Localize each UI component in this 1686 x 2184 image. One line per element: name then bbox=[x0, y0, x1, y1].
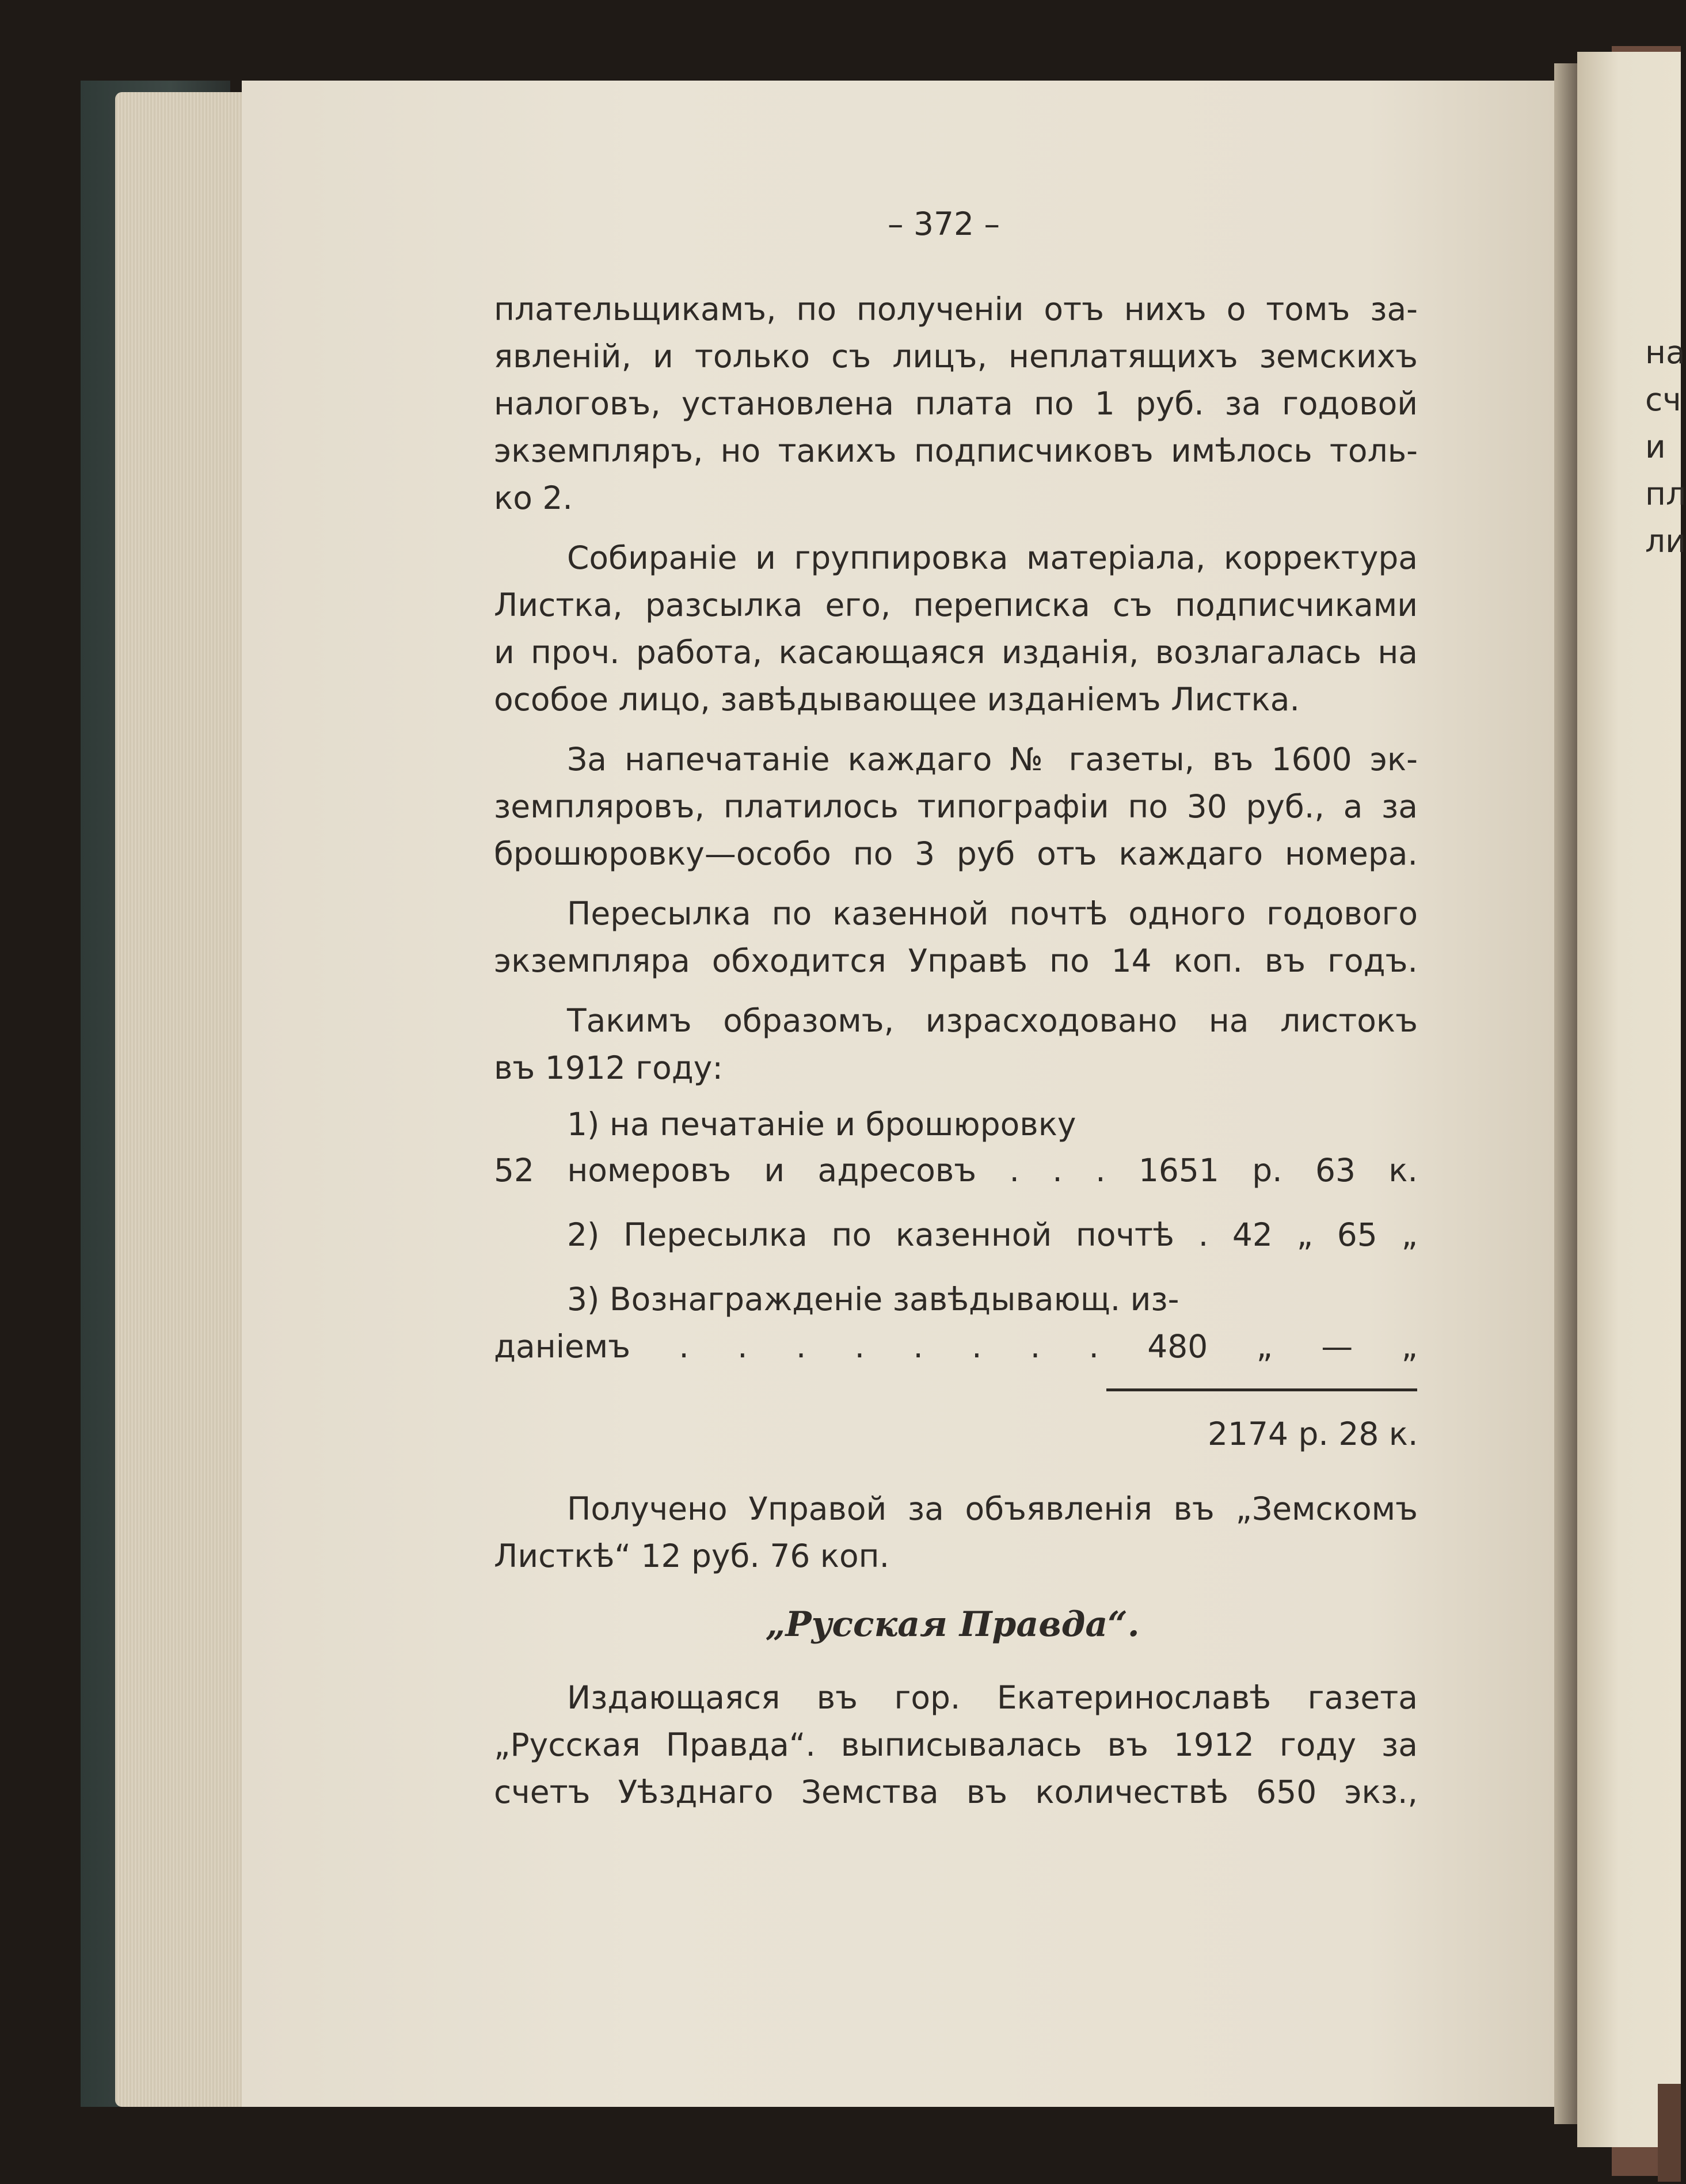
text-line-6: Собираніе и группировка матеріала, корректура bbox=[567, 539, 1418, 576]
text-line-2: явленій, и только съ лицъ, неплатящихъ земскихъ bbox=[494, 338, 1418, 375]
right-cover-corner bbox=[1658, 2084, 1681, 2182]
text-line-7: Листка, разсылка его, переписка съ подписчиками bbox=[494, 587, 1418, 623]
page-number: – 372 – bbox=[888, 206, 1000, 242]
right-page-fragment-1: на bbox=[1645, 334, 1685, 371]
text-line-24: Листкѣ“ 12 руб. 76 коп. bbox=[494, 1538, 890, 1574]
right-page-fragment-5: ли bbox=[1645, 523, 1686, 560]
text-line-28: счетъ Уѣзднаго Земства въ количествѣ 650 экз., bbox=[494, 1774, 1418, 1810]
expense-item-3-line-1: 3) Вознагражденіе завѣдывающ. из- bbox=[567, 1281, 1179, 1318]
text-line-9: особое лицо, завѣдывающее изданіемъ Листка. bbox=[494, 681, 1300, 718]
expense-item-1-line-2: 52 номеровъ и адресовъ . . . 1651 р. 63 к. bbox=[494, 1152, 1418, 1189]
expense-item-3-line-2: даніемъ . . . . . . . . 480 „ — „ bbox=[494, 1328, 1418, 1365]
text-line-23: Получено Управой за объявленія въ „Земскомъ bbox=[567, 1490, 1418, 1527]
right-page-fragment-2: сч bbox=[1645, 381, 1681, 418]
right-page-fragment-3: и bbox=[1645, 428, 1666, 465]
text-line-3: налоговъ, установлена плата по 1 руб. за годовой bbox=[494, 385, 1418, 422]
page-edges bbox=[115, 92, 248, 2107]
right-page-fragment-4: пл bbox=[1645, 475, 1686, 512]
expense-total: 2174 р. 28 к. bbox=[1208, 1416, 1418, 1452]
text-line-13: Пересылка по казенной почтѣ одного годового bbox=[567, 895, 1418, 932]
text-line-12: брошюровку—особо по 3 руб отъ каждаго номера. bbox=[494, 835, 1418, 872]
text-line-4: экземпляръ, но такихъ подписчиковъ имѣлось толь- bbox=[494, 432, 1418, 469]
text-line-14: экземпляра обходится Управѣ по 14 коп. въ годъ. bbox=[494, 942, 1418, 979]
expense-item-1-line-1: 1) на печатаніе и брошюровку bbox=[567, 1106, 1076, 1143]
text-line-27: „Русская Правда“. выписывалась въ 1912 году за bbox=[494, 1726, 1418, 1763]
expense-item-2: 2) Пересылка по казенной почтѣ . 42 „ 65 „ bbox=[567, 1216, 1418, 1253]
text-line-1: плательщикамъ, по полученіи отъ нихъ о томъ за- bbox=[494, 291, 1418, 328]
text-line-15: Такимъ образомъ, израсходовано на листокъ bbox=[567, 1002, 1418, 1039]
section-title: „Русская Правда“. bbox=[766, 1604, 1140, 1645]
text-line-10: За напечатаніе каждаго № газеты, въ 1600 эк- bbox=[567, 741, 1418, 778]
total-rule bbox=[1106, 1388, 1417, 1391]
text-line-26: Издающаяся въ гор. Екатеринославѣ газета bbox=[567, 1679, 1418, 1716]
text-line-5: ко 2. bbox=[494, 480, 573, 516]
text-line-8: и проч. работа, касающаяся изданія, возлагалась на bbox=[494, 634, 1418, 671]
text-line-16: въ 1912 году: bbox=[494, 1049, 723, 1086]
text-line-11: земпляровъ, платилось типографіи по 30 руб., а за bbox=[494, 788, 1418, 825]
